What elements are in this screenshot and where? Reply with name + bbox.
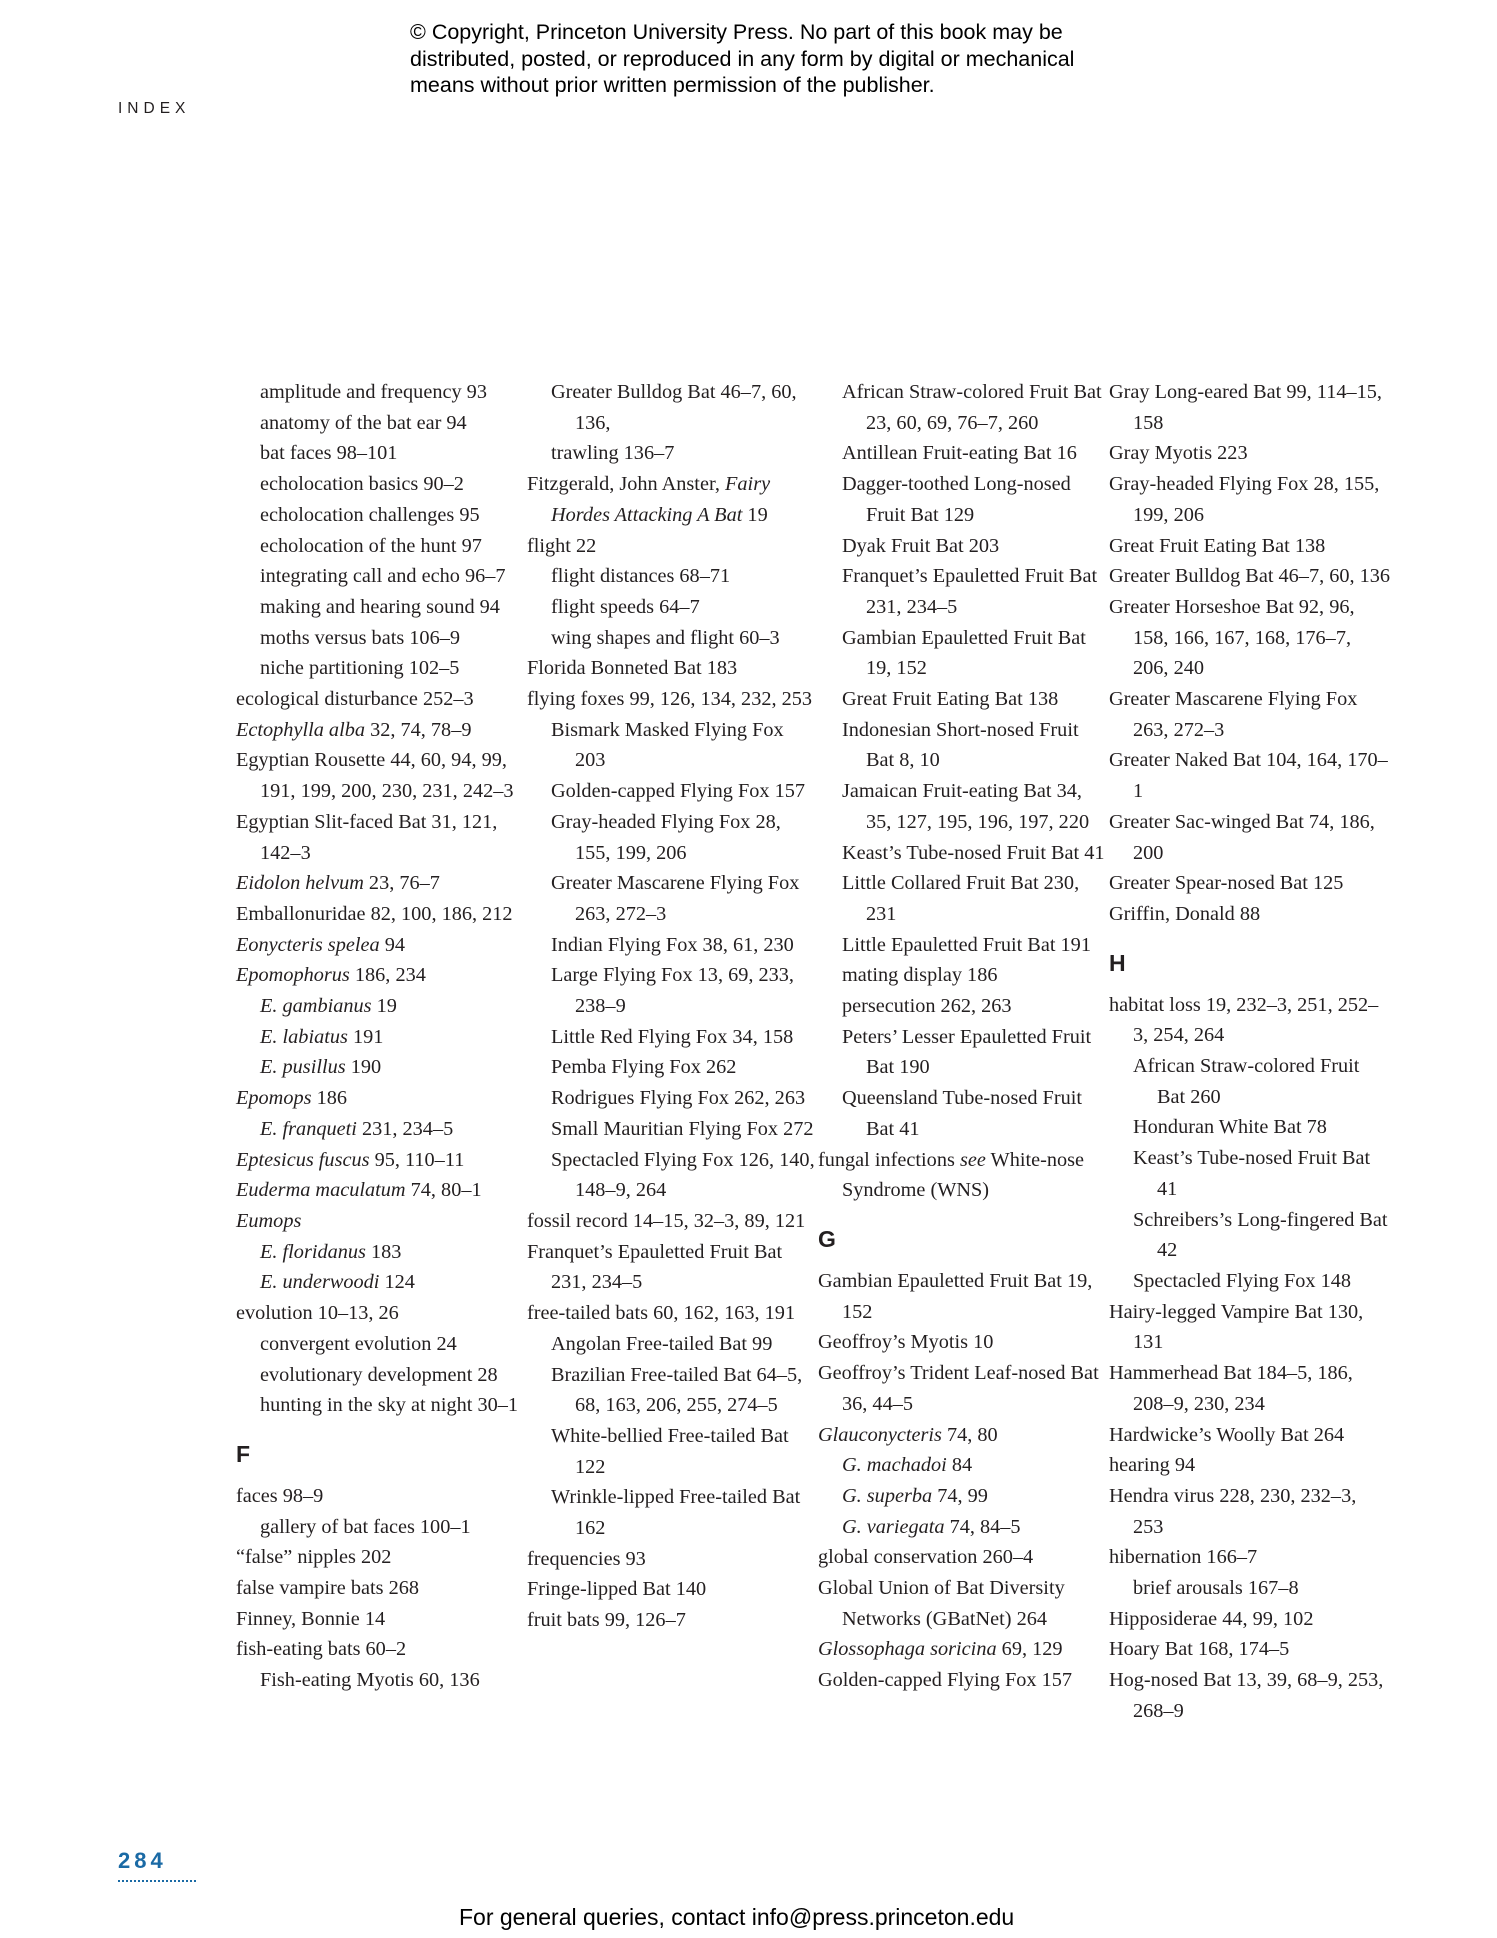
index-subentry: gallery of bat faces 100–1 (260, 1515, 471, 1538)
index-subentry: Queensland Tube-nosed Fruit Bat 41 (842, 1087, 1082, 1140)
index-entry: Eumops (236, 1209, 302, 1232)
index-entry: Greater Horseshoe Bat 92, 96, 158, 166, 167, 168, 176–7, 206, 240 (1109, 595, 1355, 680)
index-entry: Finney, Bonnie 14 (236, 1607, 386, 1630)
index-subentry: E. labiatus 191 (260, 1025, 384, 1048)
index-subentry: Great Fruit Eating Bat 138 (842, 688, 1059, 711)
index-subentry: making and hearing sound 94 (260, 595, 500, 618)
index-subentry: Rodrigues Flying Fox 262, 263 (551, 1087, 806, 1110)
index-subentry: Small Mauritian Flying Fox 272 (551, 1117, 814, 1140)
index-entry: Fringe-lipped Bat 140 (527, 1578, 707, 1601)
index-entry: evolution 10–13, 26 (236, 1302, 399, 1325)
index-subentry: convergent evolution 24 (260, 1332, 457, 1355)
index-subentry: echolocation basics 90–2 (260, 473, 464, 496)
index-subentry: Little Red Flying Fox 34, 158 (551, 1025, 794, 1048)
page-number: 284 (118, 1848, 167, 1873)
index-entry: Epomophorus 186, 234 (236, 964, 426, 987)
index-entry: Hardwicke’s Woolly Bat 264 (1109, 1423, 1345, 1446)
index-subentry: Schreibers’s Long-fingered Bat 42 (1133, 1208, 1388, 1262)
index-subentry: Keast’s Tube-nosed Fruit Bat 41 (1133, 1147, 1371, 1200)
index-entry: Eonycteris spelea 94 (236, 933, 405, 956)
index-entry: Gray Myotis 223 (1109, 442, 1248, 465)
index-subentry: Greater Bulldog Bat 46–7, 60, 136, (551, 381, 797, 434)
index-subentry: Angolan Free-tailed Bat 99 (551, 1332, 773, 1355)
index-entry: Hendra virus 228, 230, 232–3, 253 (1109, 1484, 1357, 1538)
index-entry: Fitzgerald, John Anster, Fairy Hordes Attacking A Bat 19 (527, 473, 771, 526)
index-subentry: Keast’s Tube-nosed Fruit Bat 41 (842, 841, 1105, 864)
index-entry: Franquet’s Epauletted Fruit Bat 231, 234–5 (527, 1240, 783, 1294)
index-entry: Great Fruit Eating Bat 138 (1109, 534, 1326, 557)
index-entry: Egyptian Slit-faced Bat 31, 121, 142–3 (236, 810, 498, 864)
index-entry: Geoffroy’s Myotis 10 (818, 1331, 994, 1354)
index-entry: Gray Long-eared Bat 99, 114–15, 158 (1109, 381, 1382, 434)
index-subentry: amplitude and frequency 93 (260, 381, 487, 403)
index-entry: Euderma maculatum 74, 80–1 (236, 1179, 482, 1202)
section-label: INDEX (118, 100, 191, 117)
index-entry: Greater Spear-nosed Bat 125 (1109, 872, 1344, 895)
index-entry: Geoffroy’s Trident Leaf-nosed Bat 36, 44–5 (818, 1362, 1099, 1415)
index-subentry: niche partitioning 102–5 (260, 657, 460, 680)
index-subentry: Little Collared Fruit Bat 230, 231 (842, 872, 1080, 925)
index-entry: Eidolon helvum 23, 76–7 (236, 872, 440, 895)
index-subentry: Jamaican Fruit-eating Bat 34, 35, 127, 195, 196, 197, 220 (842, 780, 1090, 833)
index-entry: fruit bats 99, 126–7 (527, 1609, 686, 1632)
index-entry: Florida Bonneted Bat 183 (527, 657, 738, 680)
index-entry: faces 98–9 (236, 1484, 324, 1507)
index-subentry: Honduran White Bat 78 (1133, 1116, 1327, 1139)
index-entry: habitat loss 19, 232–3, 251, 252–3, 254, 264 (1109, 993, 1379, 1047)
index-entry: fish-eating bats 60–2 (236, 1638, 407, 1661)
index-subentry: mating display 186 (842, 964, 998, 987)
index-entry: Glossophaga soricina 69, 129 (818, 1638, 1063, 1661)
index-subentry: Spectacled Flying Fox 148 (1133, 1269, 1352, 1292)
index-subentry: Wrinkle-lipped Free-tailed Bat 162 (551, 1486, 801, 1540)
index-column-4 (1109, 377, 1391, 1727)
page-number-dots (118, 1880, 196, 1882)
index-entry: Eptesicus fuscus 95, 110–11 (236, 1148, 465, 1171)
index-entry: Glauconycteris 74, 80 (818, 1423, 998, 1446)
index-subentry: E. floridanus 183 (260, 1240, 402, 1263)
index-subentry: hunting in the sky at night 30–1 (260, 1394, 519, 1417)
index-subentry: flight distances 68–71 (551, 565, 731, 588)
index-subentry: E. gambianus 19 (260, 995, 397, 1018)
index-subentry: Large Flying Fox 13, 69, 233, 238–9 (551, 964, 794, 1018)
index-subentry: evolutionary development 28 (260, 1363, 498, 1386)
index-subentry: Dagger-toothed Long-nosed Fruit Bat 129 (842, 473, 1071, 526)
index-subentry: Indian Flying Fox 38, 61, 230 (551, 933, 794, 956)
footer-contact: For general queries, contact info@press.princeton.edu (459, 1904, 1015, 1930)
index-entry: hearing 94 (1109, 1454, 1196, 1477)
index-subentry: Indonesian Short-nosed Fruit Bat 8, 10 (842, 718, 1079, 772)
index-entry: global conservation 260–4 (818, 1546, 1034, 1569)
index-entry: Hammerhead Bat 184–5, 186, 208–9, 230, 234 (1109, 1362, 1353, 1415)
index-column-3 (818, 377, 1108, 1696)
index-entry: Gambian Epauletted Fruit Bat 19, 152 (818, 1269, 1093, 1323)
index-entry: Hipposiderae 44, 99, 102 (1109, 1607, 1314, 1630)
copyright-notice: © Copyright, Princeton University Press. No part of this book may be distributed, posted, or reproduced in any form by digital or mechanical means without prior written permission of the publisher. (410, 20, 1075, 97)
index-subentry: E. underwoodi 124 (260, 1271, 415, 1294)
index-subentry: Fish-eating Myotis 60, 136 (260, 1669, 480, 1692)
index-entry: Greater Naked Bat 104, 164, 170–1 (1109, 749, 1388, 803)
index-entry: Global Union of Bat Diversity Networks (GBatNet) 264 (818, 1577, 1065, 1630)
index-entry: flying foxes 99, 126, 134, 232, 253 (527, 688, 813, 711)
index-subentry: Dyak Fruit Bat 203 (842, 534, 1000, 557)
index-entry: Gray-headed Flying Fox 28, 155, 199, 206 (1109, 473, 1380, 526)
index-subentry: Antillean Fruit-eating Bat 16 (842, 442, 1077, 465)
index-subentry: African Straw-colored Fruit Bat 23, 60, 69, 76–7, 260 (842, 381, 1102, 434)
index-entry: fossil record 14–15, 32–3, 89, 121 (527, 1209, 806, 1232)
index-subentry: Little Epauletted Fruit Bat 191 (842, 933, 1091, 956)
index-entry: Egyptian Rousette 44, 60, 94, 99, 191, 199, 200, 230, 231, 242–3 (236, 749, 514, 803)
index-subentry: White-bellied Free-tailed Bat 122 (551, 1424, 789, 1478)
index-entry: Hoary Bat 168, 174–5 (1109, 1638, 1290, 1661)
index-subentry: integrating call and echo 96–7 (260, 565, 506, 588)
index-subentry: echolocation of the hunt 97 (260, 534, 482, 557)
index-entry: ecological disturbance 252–3 (236, 688, 474, 711)
index-subentry: Peters’ Lesser Epauletted Fruit Bat 190 (842, 1025, 1092, 1079)
index-entry: free-tailed bats 60, 162, 163, 191 (527, 1302, 796, 1325)
index-subentry: G. superba 74, 99 (842, 1484, 988, 1507)
index-subentry: Brazilian Free-tailed Bat 64–5, 68, 163, 206, 255, 274–5 (551, 1363, 803, 1417)
index-subentry: Pemba Flying Fox 262 (551, 1056, 737, 1079)
index-subentry: Gray-headed Flying Fox 28, 155, 199, 206 (551, 810, 781, 864)
index-entry: Epomops 186 (236, 1087, 347, 1110)
index-entry: Hog-nosed Bat 13, 39, 68–9, 253, 268–9 (1109, 1669, 1384, 1722)
index-subentry: Golden-capped Flying Fox 157 (551, 780, 806, 803)
index-entry: fungal infections see White-nose Syndrome (WNS) (818, 1148, 1085, 1202)
index-subentry: Spectacled Flying Fox 126, 140, 148–9, 264 (551, 1148, 815, 1202)
index-subentry: wing shapes and flight 60–3 (551, 626, 780, 649)
index-entry: flight 22 (527, 534, 597, 557)
index-entry: Griffin, Donald 88 (1109, 902, 1261, 925)
index-entry: “false” nipples 202 (236, 1546, 392, 1569)
index-subentry: bat faces 98–101 (260, 442, 398, 465)
index-entry: Golden-capped Flying Fox 157 (818, 1669, 1073, 1692)
index-subentry: moths versus bats 106–9 (260, 626, 460, 649)
index-entry: frequencies 93 (527, 1547, 646, 1570)
index-entry: Hairy-legged Vampire Bat 130, 131 (1109, 1300, 1364, 1354)
index-entry: false vampire bats 268 (236, 1577, 420, 1600)
index-subentry: E. pusillus 190 (260, 1056, 382, 1079)
index-subentry: brief arousals 167–8 (1133, 1577, 1299, 1600)
index-column-1 (236, 377, 526, 1696)
index-entry: Ectophylla alba 32, 74, 78–9 (236, 718, 472, 741)
index-entry: Greater Bulldog Bat 46–7, 60, 136 (1109, 565, 1391, 588)
index-subentry: flight speeds 64–7 (551, 595, 700, 618)
letter-heading: F (236, 1440, 251, 1467)
index-subentry: Gambian Epauletted Fruit Bat 19, 152 (842, 626, 1086, 680)
letter-heading: G (818, 1225, 836, 1252)
index-subentry: persecution 262, 263 (842, 995, 1012, 1018)
index-subentry: trawling 136–7 (551, 442, 675, 465)
index-entry: Greater Sac-winged Bat 74, 186, 200 (1109, 810, 1375, 864)
index-entry: Greater Mascarene Flying Fox 263, 272–3 (1109, 688, 1358, 741)
index-column-2 (527, 377, 817, 1636)
index-subentry: Bismark Masked Flying Fox 203 (551, 718, 784, 772)
index-entry: hibernation 166–7 (1109, 1546, 1258, 1569)
letter-heading: H (1109, 949, 1126, 976)
index-subentry: echolocation challenges 95 (260, 503, 480, 526)
index-subentry: Franquet’s Epauletted Fruit Bat 231, 234–5 (842, 565, 1098, 618)
index-entry: Emballonuridae 82, 100, 186, 212 (236, 902, 513, 925)
index-subentry: G. machadoi 84 (842, 1454, 973, 1477)
index-subentry: anatomy of the bat ear 94 (260, 411, 467, 434)
index-subentry: G. variegata 74, 84–5 (842, 1515, 1021, 1538)
index-subentry: African Straw-colored Fruit Bat 260 (1133, 1055, 1360, 1108)
index-subentry: E. franqueti 231, 234–5 (260, 1117, 454, 1140)
index-subentry: Greater Mascarene Flying Fox 263, 272–3 (551, 872, 800, 925)
